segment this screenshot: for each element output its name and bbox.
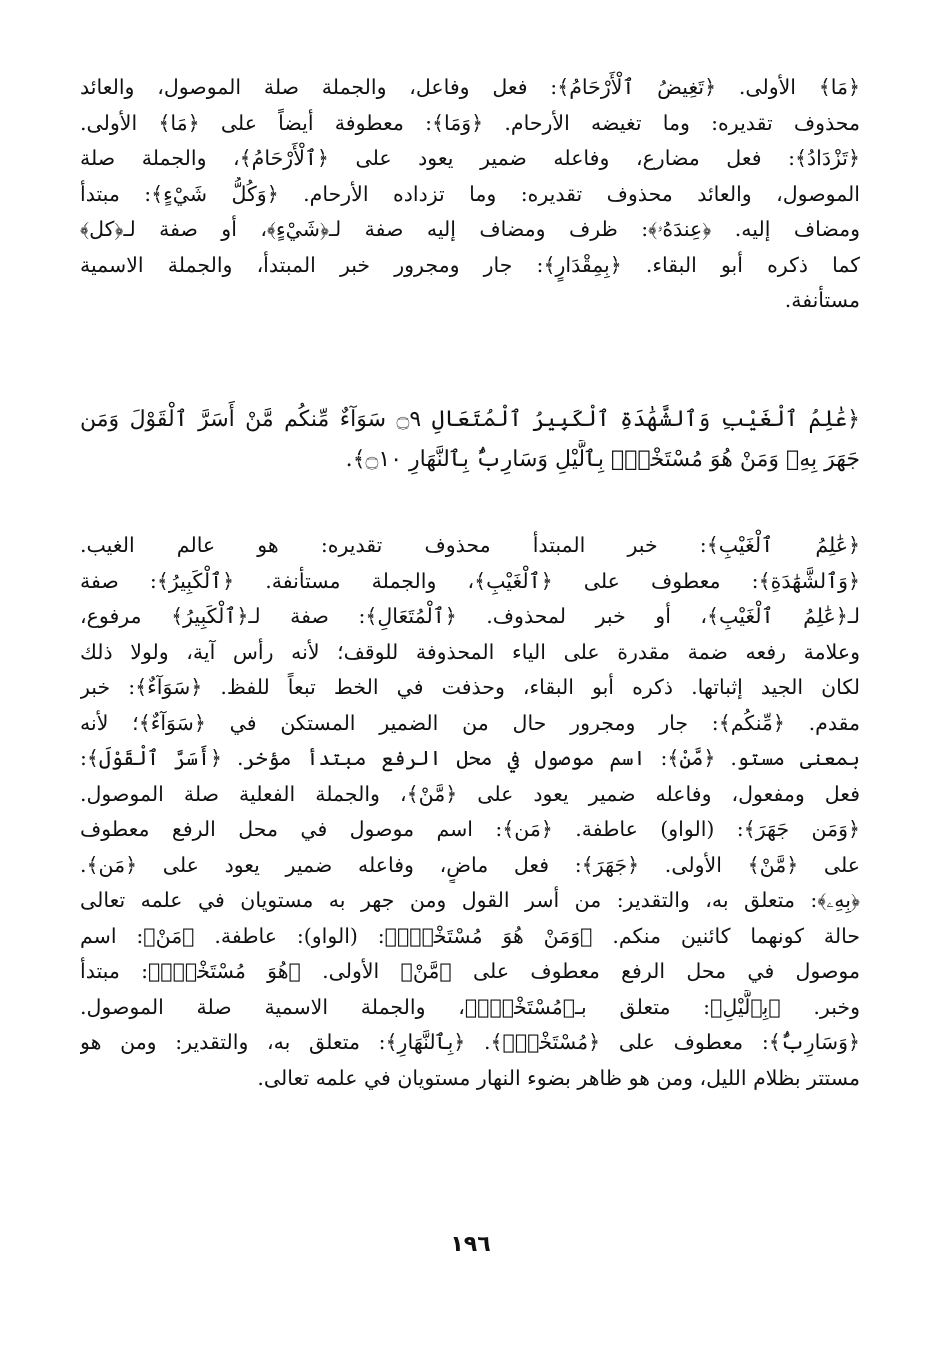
text-line: ﴿مَا﴾ الأولى. ﴿تَغِيضُ ٱلْأَرْحَامُ﴾: فعل وفاعل، والجملة صلة الموصول، والعائد xyxy=(80,75,860,99)
text-line: ﴿وَٱلشَّهَٰدَةِ﴾: معطوف على ﴿ٱلْغَيْبِ﴾، والجملة مستأنفة. ﴿ٱلْكَبِيرُ﴾: صفة xyxy=(80,568,860,593)
text-line: جَهَرَ بِهِۦ وَمَنْ هُوَ مُسْتَخْفٍۭ بِٱلَّيْلِ وَسَارِبٌۢ بِٱلنَّهَارِ ۝١٠﴾. xyxy=(345,447,860,472)
text-line: ﴿وَسَارِبٌۢ﴾: معطوف على ﴿مُسْتَخْفٍۭ﴾. ﴿بِٱلنَّهَارِ﴾: متعلق به، والتقدير: ومن هو xyxy=(80,1030,860,1054)
quran-verse-block xyxy=(80,400,860,480)
text-line: وعلامة رفعه ضمة مقدرة على الياء المحذوفة للوقف؛ لأنه رأس آية، ولولا ذلك xyxy=(80,639,860,664)
commentary-paragraph-1 xyxy=(80,70,860,319)
text-line: محذوف تقديره: وما تغيضه الأرحام. ﴿وَمَا﴾: معطوفة أيضاً على ﴿مَا﴾ الأولى. xyxy=(80,110,860,135)
text-line: مستتر بظلام الليل، ومن هو ظاهر بضوء النهار مستويان في علمه تعالى. xyxy=(257,1065,860,1090)
text-line: الموصول، والعائد محذوف تقديره: وما تزداده الأرحام. ﴿وَكُلُّ شَيْءٍ﴾: مبتدأ xyxy=(80,181,860,206)
text-line: ﴿وَمَن جَهَرَ﴾: (الواو) عاطفة. ﴿مَن﴾: اسم موصول في محل الرفع معطوف xyxy=(80,817,860,841)
text-line: كما ذكره أبو البقاء. ﴿بِمِقْدَارٍ﴾: جار ومجرور خبر المبتدأ، والجملة الاسمية xyxy=(80,252,860,277)
text-line: لـ﴿عَٰلِمُ ٱلْغَيْبِ﴾، أو خبر لمحذوف. ﴿ٱلْمُتَعَالِ﴾: صفة لـ﴿ٱلْكَبِيرُ﴾ مرفوع، xyxy=(80,604,860,628)
text-line: حالة كونهما كائنين منكم. ﴿وَمَنْ هُوَ مُسْتَخْفٍۭ﴾: (الواو): عاطفة. ﴿مَنْ﴾: اسم xyxy=(80,923,860,948)
text-line: لكان الجيد إثباتها. ذكره أبو البقاء، وحذفت في الخط تبعاً للفظ. ﴿سَوَآءٌ﴾: خبر xyxy=(80,675,860,699)
text-line: ﴿عَٰلِمُ ٱلْغَيْبِ وَٱلشَّهَٰدَةِ ٱلْكَبِيرُ ٱلْمُتَعَالِ ۝٩ سَوَآءٌ مِّنكُم مَّنْ أَسَرَّ ٱلْقَوْلَ وَمَن xyxy=(80,407,860,432)
text-line: ﴿بِهِۦ﴾: متعلق به، والتقدير: من أسر القول ومن جهر به مستويان في علمه تعالى xyxy=(80,888,860,912)
text-line: فعل ومفعول، وفاعله ضمير يعود على ﴿مَّنْ﴾، والجملة الفعلية صلة الموصول. xyxy=(80,781,860,806)
text-line: ﴿تَزْدَادُ﴾: فعل مضارع، وفاعله ضمير يعود على ﴿ٱلْأَرْحَامُ﴾، والجملة صلة xyxy=(80,146,860,170)
commentary-paragraph-2 xyxy=(80,528,860,1096)
text-line: ﴿عَٰلِمُ ٱلْغَيْبِ﴾: خبر المبتدأ محذوف تقديره: هو عالم الغيب. xyxy=(80,533,860,557)
text-line: على ﴿مَّنْ﴾ الأولى. ﴿جَهَرَ﴾: فعل ماضٍ، وفاعله ضمير يعود على ﴿مَن﴾. xyxy=(80,852,860,877)
text-line: مستأنفة. xyxy=(784,288,860,312)
page-number: ١٩٦ xyxy=(450,1232,491,1257)
text-line: وخبر. ﴿بِٱلَّيْلِ﴾: متعلق بـ﴿مُسْتَخْفٍۭ﴾، والجملة الاسمية صلة الموصول. xyxy=(80,994,860,1019)
text-line: مقدم. ﴿مِّنكُم﴾: جار ومجرور حال من الضمير المستكن في ﴿سَوَآءٌ﴾؛ لأنه xyxy=(80,710,860,735)
text-line: ومضاف إليه. ﴿عِندَهُۥ﴾: ظرف ومضاف إليه صفة لـ﴿شَيْءٍ﴾، أو صفة لـ﴿كل﴾ xyxy=(80,217,860,241)
text-line: موصول في محل الرفع معطوف على ﴿مَّنْ﴾ الأولى. ﴿هُوَ مُسْتَخْفٍۭ﴾: مبتدأ xyxy=(80,959,860,983)
text-line: بمعنى مستو. ﴿مَّنْ﴾: اسم موصول في محل الرفع مبتدأ مؤخر. ﴿أَسَرَّ ٱلْقَوْلَ﴾: xyxy=(80,746,860,770)
